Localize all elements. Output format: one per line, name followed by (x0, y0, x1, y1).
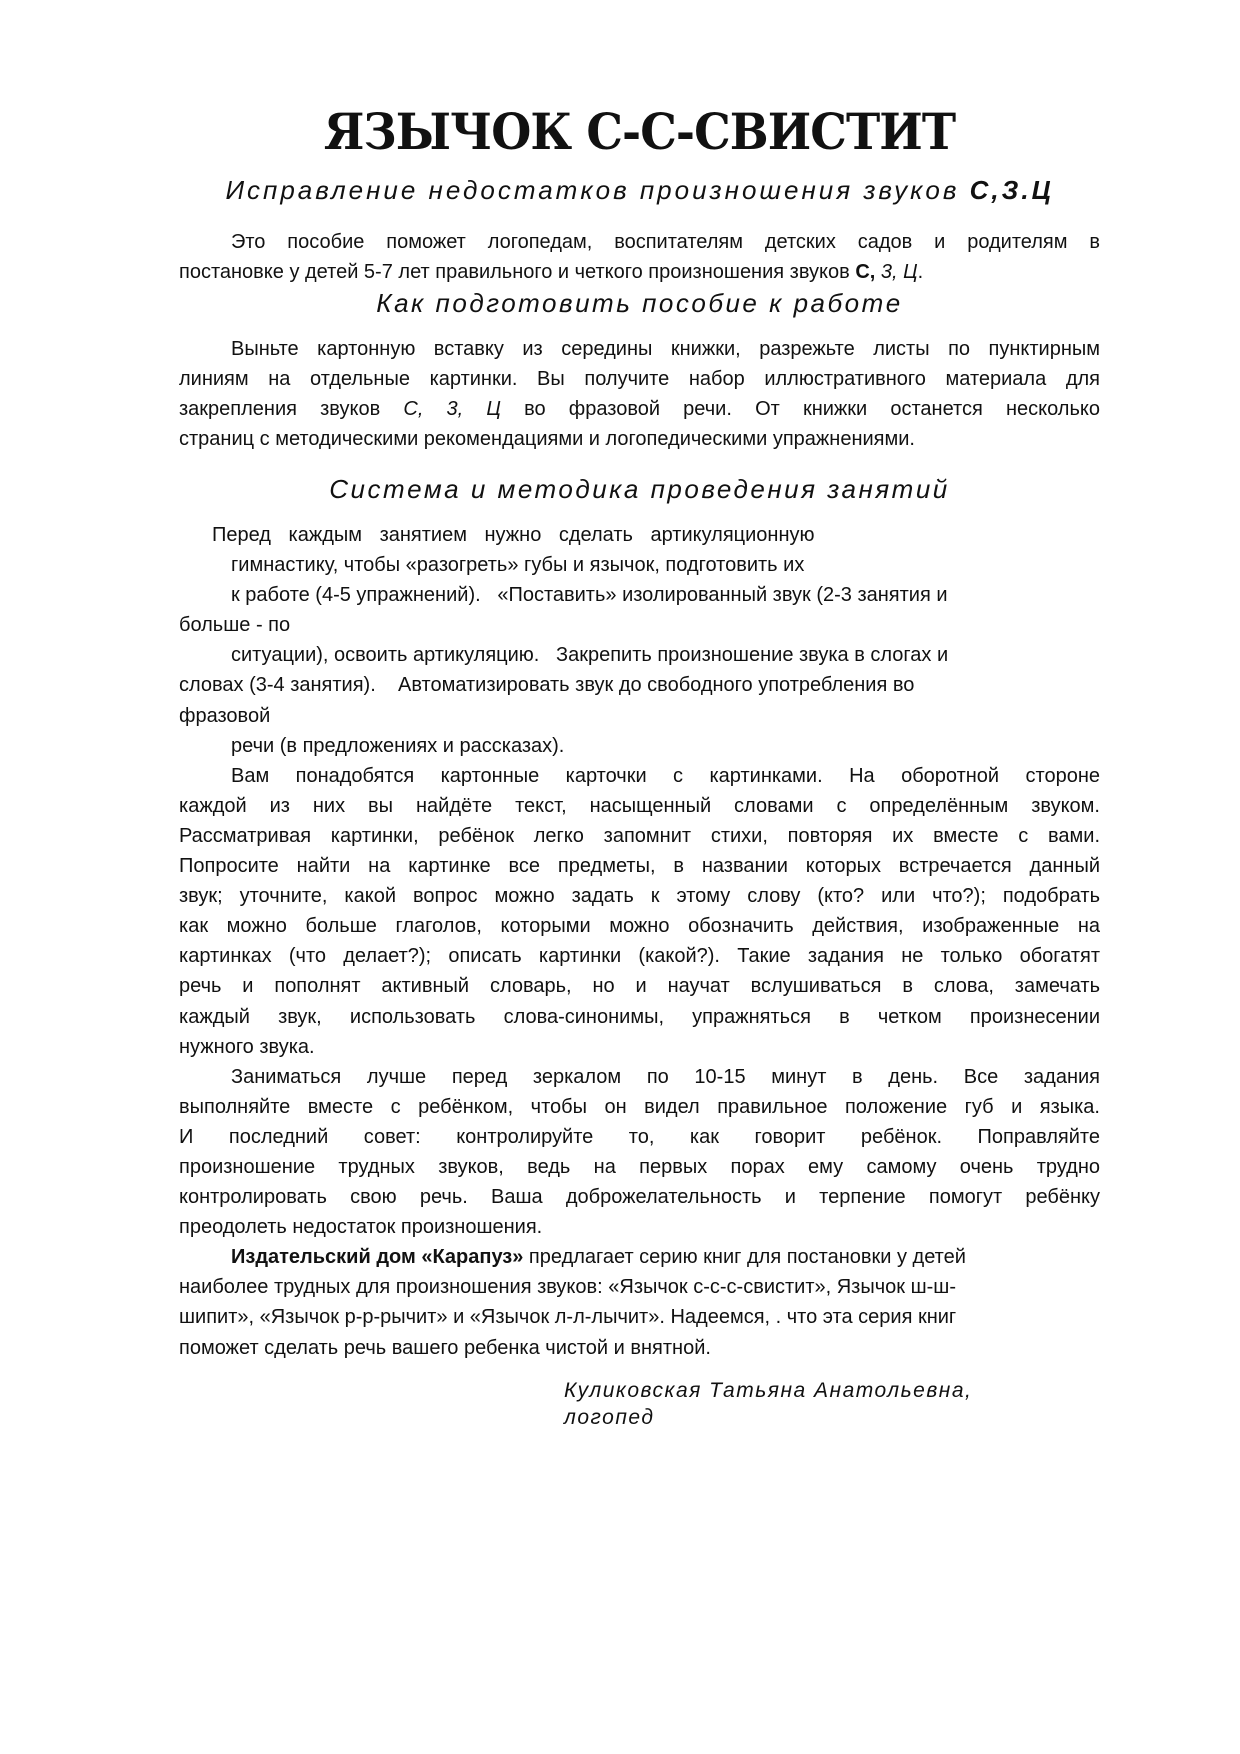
page-title: ЯЗЫЧОК С-С-СВИСТИТ (323, 102, 956, 161)
text-line: к работе (4-5 упражнений). «Поставить» изолированный звук (2-3 занятия и (231, 584, 948, 607)
text-line: речь и пополнят активный словарь, но и научат вслушиваться в слова, замечать (179, 975, 1100, 998)
text-line: каждый звук, использовать слова-синонимы, упражняться в четком произнесении (179, 1005, 1100, 1028)
text-line: как можно больше глаголов, которыми можно обозначить действия, изображенные на (179, 915, 1100, 938)
subtitle-sounds: С,З.Ц (969, 175, 1054, 205)
text-line: фразовой (179, 704, 271, 727)
text-line: словах (3-4 занятия). Автоматизировать звук до свободного употребления во (179, 674, 915, 697)
text-span: во фразовой речи. От книжки останется несколько (500, 398, 1100, 421)
text-span: предлагает серию книг для постановки у детей (523, 1246, 966, 1269)
heading-prepare: Как подготовить пособие к работе (376, 288, 903, 318)
intro-paragraph (179, 227, 1100, 287)
text-line (179, 1242, 1100, 1272)
text-line: звук; уточните, какой вопрос можно задать к этому слову (кто? или что?); подобрать (179, 885, 1100, 908)
text-line: линиям на отдельные картинки. Вы получите набор иллюстративного материала для (179, 368, 1100, 391)
text-line: картинках (что делает?); описать картинки (какой?). Такие задания не только обогатят (179, 945, 1100, 968)
text-line (179, 257, 1100, 287)
prepare-paragraph (179, 334, 1100, 454)
text-line: И последний совет: контролируйте то, как говорит ребёнок. Поправляйте (179, 1125, 1100, 1148)
signature (564, 1377, 1064, 1431)
subtitle-text: Исправление недостатков произношения звуков (225, 175, 970, 205)
author-role: логопед (564, 1406, 655, 1429)
publisher-name: Издательский дом «Карапуз» (231, 1246, 524, 1269)
text-span: закрепления звуков (179, 398, 404, 421)
text-line: выполняйте вместе с ребёнком, чтобы он видел правильное положение губ и языка. (179, 1095, 1100, 1118)
text-span: . (917, 261, 924, 284)
text-line: контролировать свою речь. Ваша доброжелательность и терпение помогут ребёнку (179, 1186, 1100, 1209)
body-text (179, 520, 1100, 1363)
text-line: гимнастику, чтобы «разогреть» губы и язычок, подготовить их (231, 554, 805, 577)
text-line: Рассматривая картинки, ребёнок легко запомнит стихи, повторяя их вместе с вами. (179, 824, 1100, 847)
text-bold: С, (855, 261, 876, 284)
text-line: ситуации), освоить артикуляцию. Закрепить произношение звука в слогах и (231, 644, 949, 667)
text-line: Заниматься лучше перед зеркалом по 10-15 минут в день. Все задания (231, 1065, 1100, 1088)
text-line: нужного звука. (179, 1035, 315, 1058)
text-line (179, 394, 1100, 424)
text-line: Это пособие поможет логопедам, воспитателям детских садов и родителям в (231, 231, 1100, 253)
text-italic: 3, Ц (875, 261, 918, 284)
author-name: Куликовская Татьяна Анатольевна, (564, 1379, 973, 1402)
text-line: Выньте картонную вставку из середины книжки, разрежьте листы по пунктирным (231, 338, 1100, 360)
text-line: речи (в предложениях и рассказах). (231, 734, 565, 757)
text-line: Попросите найти на картинке все предметы, в названии которых встречается данный (179, 855, 1100, 878)
text-line: каждой из них вы найдёте текст, насыщенный словами с определённым звуком. (179, 794, 1100, 817)
text-line: произношение трудных звуков, ведь на первых порах ему самому очень трудно (179, 1155, 1100, 1178)
text-span: постановке у детей 5-7 лет правильного и четкого произношения звуков (179, 261, 856, 284)
subtitle (179, 172, 1100, 208)
text-line: поможет сделать речь вашего ребенка чистой и внятной. (179, 1336, 711, 1359)
text-line: Вам понадобятся картонные карточки с картинками. На оборотной стороне (231, 764, 1100, 787)
text-line: страниц с методическими рекомендациями и логопедическими упражнениями. (179, 428, 915, 451)
text-line: преодолеть недостаток произношения. (179, 1216, 543, 1239)
text-line: больше - по (179, 614, 291, 637)
text-italic: С, 3, Ц (403, 398, 501, 421)
text-line: шипит», «Язычок р-р-рычит» и «Язычок л-л-лычит». Надеемся, . что эта серия книг (179, 1306, 957, 1329)
text-line: Перед каждым занятием нужно сделать артикуляционную (212, 524, 815, 546)
heading-method: Система и методика проведения занятий (329, 474, 950, 504)
text-line: наиболее трудных для произношения звуков: «Язычок с-с-с-свистит», Язычок ш-ш- (179, 1276, 956, 1299)
